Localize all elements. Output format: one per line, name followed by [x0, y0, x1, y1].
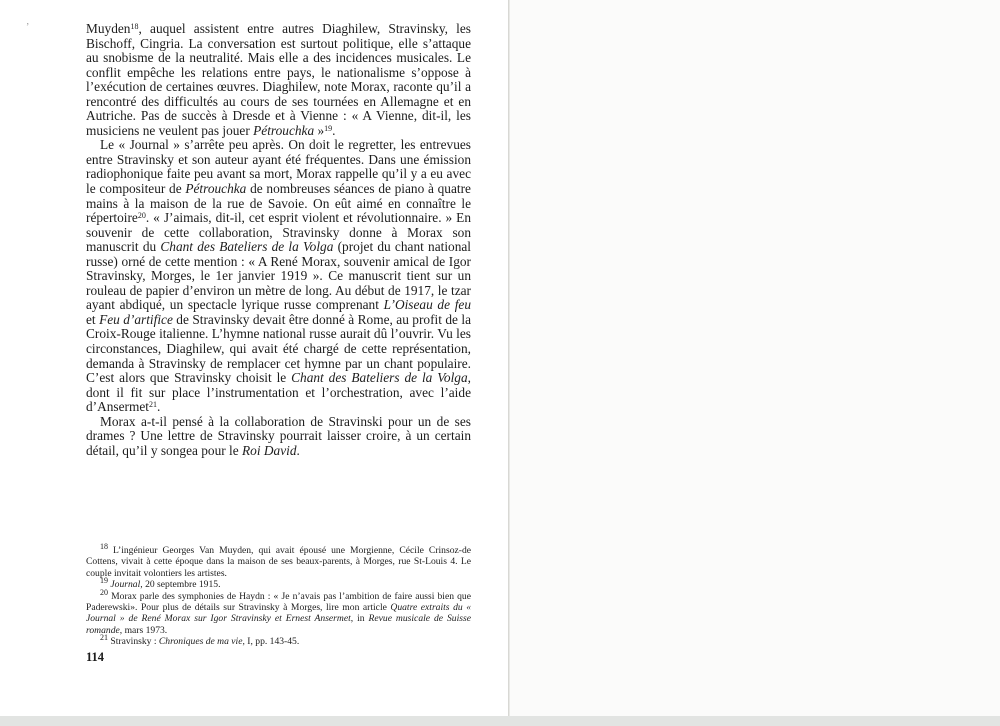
italic-title: Roi David: [242, 442, 297, 458]
text-run: et: [86, 311, 100, 327]
text-run: .: [296, 442, 300, 458]
text-run: L’ingénieur Georges Van Muyden, qui avait épousé une Morgienne, Cécile Crinsoz-de Cottens, vivait à cette époque dans la maison de ses beaux-parents, à Morges, rue St-Louis 4. Le couple invitait volontiers les artistes.: [86, 545, 471, 579]
paragraph: [86, 138, 471, 414]
footnote: [86, 633, 471, 648]
italic-title: Pétrouchka: [253, 122, 315, 138]
footnote-ref: 19: [324, 123, 333, 133]
text-run: , mars 1973.: [119, 624, 168, 636]
paragraph: [86, 22, 471, 138]
scanner-edge: [0, 716, 1000, 726]
text-run: Stravinsky :: [108, 636, 159, 648]
text-run: Morax a-t-il pensé à la collaboration de Stravinski pour un de ses drames ? Une lettre de Stravinsky pourrait laisser croire, à un certain détail, qu’il y songea pour le: [86, 413, 471, 458]
text-run: Muyden: [86, 21, 131, 36]
footnote-ref: 20: [100, 587, 108, 597]
italic-title: Quatre extraits du « Journal » de René Morax sur Igor Stravinsky et Ernest Ansermet: [86, 602, 471, 625]
italic-title: Revue musicale de Suisse romande: [86, 613, 471, 636]
footnote-ref: 21: [100, 633, 108, 643]
footnote: [86, 587, 471, 637]
footnote-ref: 18: [100, 542, 108, 551]
text-run: . « J’aimais, dit-il, cet esprit violent et révolutionnaire. » En souvenir de cette collaboration, Stravinsky donne à Morax son manuscrit du: [86, 210, 471, 255]
italic-title: Feu d’artifice: [99, 311, 173, 327]
scan-speck: ʼ: [26, 22, 30, 33]
text-run: , auquel assistent entre autres Diaghilew, Stravinsky, les Bischoff, Cingria. La conversation est surtout politique, elle s’attaque au snobisme de la neutralité. Mais elle a des incidences musicales. Le conflit empêche les relations entre pays, le nationalisme s’oppose à l’exécution de certaines œuvres. Diaghilew, note Morax, raconte qu’il a rencontré des difficultés au cours de ses tournées en Allemagne et en Autriche. Pas de succès à Dresde et à Vienne : « A Vienne, dit-il, les musiciens ne veulent pas jouer: [86, 21, 471, 138]
footnotes: [86, 542, 471, 648]
text-run: »: [314, 122, 325, 138]
footnote-ref: 19: [100, 576, 108, 586]
page-number: 114: [86, 650, 105, 664]
text-run: de nombreuses séances de piano à quatre mains à la maison de la rue de Savoie. On eût aimé en connaître le répertoire: [86, 181, 471, 226]
text-run: .: [332, 122, 336, 138]
text-run: .: [157, 399, 161, 415]
italic-title: Pétrouchka: [185, 181, 247, 197]
text-run: , I, pp. 143-45.: [242, 636, 300, 648]
text-run: de Stravinsky devait être donné à Rome, au profit de la Croix-Rouge italienne. L’hymne national russe aurait dû l’ouvrir. Vu les circonstances, Diaghilew, qui avait été chargé de cette représentation, demanda à Stravinsky de remplacer cet hymne par un chant populaire. C’est alors que Stravinsky choisit le: [86, 311, 471, 386]
text-run: , dont il fit sur place l’instrumentation et l’orchestration, avec l’aide d’Ansermet: [86, 370, 471, 415]
right-page-blank: [510, 0, 1000, 716]
text-run: (projet du chant national russe) orné de cette mention : « A René Morax, souvenir amical de Igor Stravinsky, Morges, le 1er janvier 1919 ». Ce manuscrit tient sur un rouleau de papier d’environ un mètre de long. Au début de 1917, le tzar ayant abdiqué, un spectacle lyrique russe comprenant: [86, 239, 472, 313]
footnote: [86, 542, 471, 579]
body-text: [86, 22, 471, 458]
footnote-ref: 20: [137, 211, 146, 221]
footnote: [86, 576, 471, 591]
footnote-ref: 18: [130, 22, 139, 31]
text-run: , in: [350, 613, 369, 625]
italic-title: Chroniques de ma vie: [158, 636, 243, 648]
footnote-ref: 21: [149, 400, 157, 410]
text-run: , 20 septembre 1915.: [140, 579, 221, 591]
paragraph: [86, 415, 471, 459]
italic-title: Chant des Bateliers de la Volga: [291, 370, 468, 386]
italic-title: Chant des Bateliers de la Volga: [160, 239, 334, 255]
text-run: Morax parle des symphonies de Haydn : « Je n’avais pas l’ambition de faire aussi bien que Paderewski». Pour plus de détails sur Stravinsky à Morges, lire mon article: [86, 590, 471, 614]
italic-title: L’Oiseau de feu: [383, 297, 471, 313]
italic-title: Journal: [110, 579, 141, 591]
text-run: Le « Journal » s’arrête peu après. On doit le regretter, les entrevues entre Stravinsky et son auteur ayant été fréquentes. Dans une émission radiophonique faite peu avant sa mort, Morax rappelle qu’il y a eu avec le compositeur de: [86, 137, 471, 197]
